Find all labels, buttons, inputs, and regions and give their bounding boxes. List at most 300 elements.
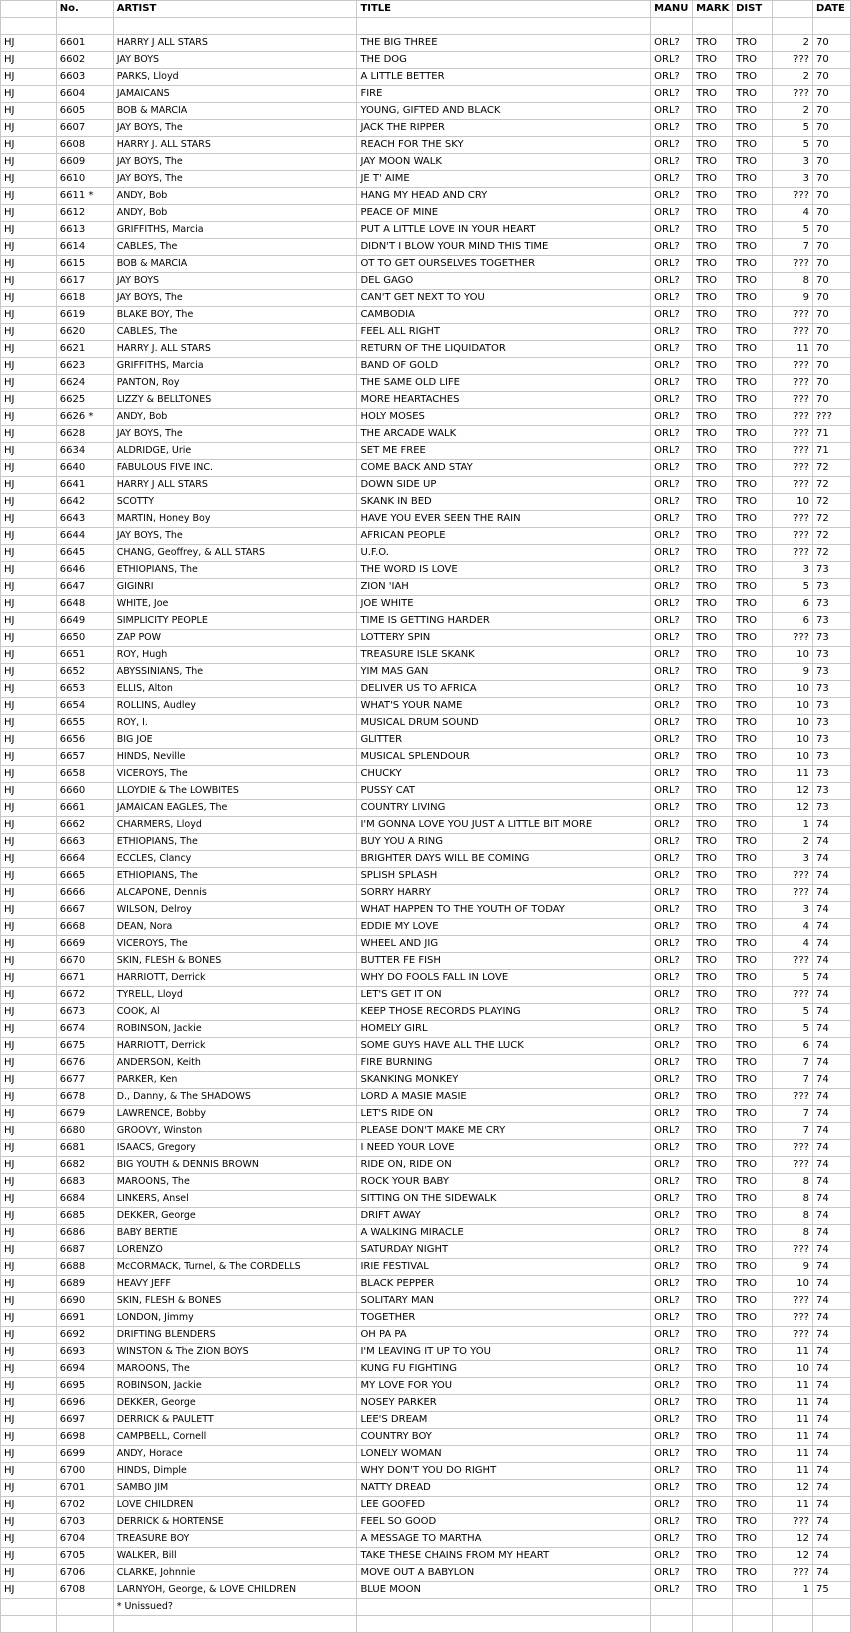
- date-cell: 70: [812, 103, 850, 120]
- number-cell: 6662: [56, 817, 113, 834]
- label-cell: HJ: [1, 222, 57, 239]
- manu-cell: ORL?: [651, 851, 693, 868]
- label-cell: HJ: [1, 1344, 57, 1361]
- table-body: [1, 1, 851, 1633]
- date-cell: 74: [812, 1242, 850, 1259]
- month-cell: 5: [773, 970, 813, 987]
- dist-cell: TRO: [733, 324, 773, 341]
- dist-cell: TRO: [733, 953, 773, 970]
- mark-cell: TRO: [693, 749, 733, 766]
- mark-cell: TRO: [693, 970, 733, 987]
- date-cell: 74: [812, 1480, 850, 1497]
- number-cell: 6697: [56, 1412, 113, 1429]
- dist-cell: TRO: [733, 732, 773, 749]
- month-cell: 10: [773, 1276, 813, 1293]
- dist-cell: TRO: [733, 919, 773, 936]
- title-cell: COUNTRY LIVING: [357, 800, 651, 817]
- month-cell: 3: [773, 562, 813, 579]
- dist-cell: TRO: [733, 69, 773, 86]
- manu-cell: ORL?: [651, 1072, 693, 1089]
- manu-cell: ORL?: [651, 681, 693, 698]
- dist-cell: TRO: [733, 460, 773, 477]
- date-cell: 70: [812, 154, 850, 171]
- label-cell: HJ: [1, 1480, 57, 1497]
- mark-cell: TRO: [693, 171, 733, 188]
- month-cell: ???: [773, 307, 813, 324]
- label-cell: HJ: [1, 1106, 57, 1123]
- table-row: [1, 392, 851, 409]
- manu-cell: ORL?: [651, 392, 693, 409]
- month-cell: 12: [773, 1480, 813, 1497]
- artist-cell: GRIFFITHS, Marcia: [113, 358, 357, 375]
- month-cell: ???: [773, 460, 813, 477]
- header-date-cell: DATE: [812, 1, 850, 18]
- month-cell: 10: [773, 681, 813, 698]
- title-cell: PLEASE DON'T MAKE ME CRY: [357, 1123, 651, 1140]
- artist-cell: ISAACS, Gregory: [113, 1140, 357, 1157]
- artist-cell: LIZZY & BELLTONES: [113, 392, 357, 409]
- manu-cell: ORL?: [651, 562, 693, 579]
- title-cell: CAMBODIA: [357, 307, 651, 324]
- number-cell: 6625: [56, 392, 113, 409]
- month-cell: 9: [773, 664, 813, 681]
- date-cell: 73: [812, 613, 850, 630]
- title-cell: SET ME FREE: [357, 443, 651, 460]
- manu-cell: ORL?: [651, 766, 693, 783]
- label-cell: HJ: [1, 426, 57, 443]
- dist-cell: TRO: [733, 137, 773, 154]
- dist-cell: TRO: [733, 188, 773, 205]
- month-cell: ???: [773, 885, 813, 902]
- footnote-month-cell: [773, 1599, 813, 1616]
- month-cell: 8: [773, 1208, 813, 1225]
- title-cell: JACK THE RIPPER: [357, 120, 651, 137]
- month-cell: 1: [773, 817, 813, 834]
- title-cell: LORD A MASIE MASIE: [357, 1089, 651, 1106]
- date-cell: 73: [812, 647, 850, 664]
- blank-artist-cell: [113, 18, 357, 35]
- month-cell: 11: [773, 1463, 813, 1480]
- mark-cell: TRO: [693, 1038, 733, 1055]
- label-cell: HJ: [1, 1208, 57, 1225]
- date-cell: 70: [812, 52, 850, 69]
- date-cell: 70: [812, 69, 850, 86]
- table-row: [1, 443, 851, 460]
- label-cell: HJ: [1, 324, 57, 341]
- table-row: [1, 290, 851, 307]
- number-cell: 6683: [56, 1174, 113, 1191]
- dist-cell: TRO: [733, 1480, 773, 1497]
- month-cell: 5: [773, 120, 813, 137]
- date-cell: 74: [812, 970, 850, 987]
- dist-cell: TRO: [733, 698, 773, 715]
- table-row: [1, 766, 851, 783]
- manu-cell: ORL?: [651, 409, 693, 426]
- date-cell: 73: [812, 681, 850, 698]
- title-cell: DIDN'T I BLOW YOUR MIND THIS TIME: [357, 239, 651, 256]
- artist-cell: ECCLES, Clancy: [113, 851, 357, 868]
- month-cell: ???: [773, 1565, 813, 1582]
- number-cell: 6706: [56, 1565, 113, 1582]
- mark-cell: TRO: [693, 1191, 733, 1208]
- number-cell: 6641: [56, 477, 113, 494]
- title-cell: HAVE YOU EVER SEEN THE RAIN: [357, 511, 651, 528]
- footnote: * Unissued?: [113, 1599, 357, 1616]
- mark-cell: TRO: [693, 681, 733, 698]
- dist-cell: TRO: [733, 1038, 773, 1055]
- manu-cell: ORL?: [651, 936, 693, 953]
- title-cell: THE BIG THREE: [357, 35, 651, 52]
- manu-cell: ORL?: [651, 919, 693, 936]
- date-cell: 74: [812, 1293, 850, 1310]
- month-cell: 4: [773, 205, 813, 222]
- artist-cell: PANTON, Roy: [113, 375, 357, 392]
- table-row: [1, 69, 851, 86]
- label-cell: HJ: [1, 545, 57, 562]
- label-cell: HJ: [1, 885, 57, 902]
- label-cell: HJ: [1, 851, 57, 868]
- manu-cell: ORL?: [651, 1582, 693, 1599]
- title-cell: HOMELY GIRL: [357, 1021, 651, 1038]
- label-cell: HJ: [1, 409, 57, 426]
- number-cell: 6673: [56, 1004, 113, 1021]
- table-row: [1, 987, 851, 1004]
- table-row: [1, 919, 851, 936]
- table-row: [1, 1344, 851, 1361]
- dist-cell: TRO: [733, 426, 773, 443]
- date-cell: 72: [812, 494, 850, 511]
- footnote-date-cell: [812, 1599, 850, 1616]
- title-cell: I'M LEAVING IT UP TO YOU: [357, 1344, 651, 1361]
- table-row: [1, 154, 851, 171]
- label-cell: HJ: [1, 35, 57, 52]
- blank-dist-cell: [733, 18, 773, 35]
- artist-cell: LAWRENCE, Bobby: [113, 1106, 357, 1123]
- number-cell: 6624: [56, 375, 113, 392]
- mark-cell: TRO: [693, 715, 733, 732]
- date-cell: 74: [812, 1123, 850, 1140]
- artist-cell: VICEROYS, The: [113, 936, 357, 953]
- table-row: [1, 885, 851, 902]
- table-row: [1, 273, 851, 290]
- artist-cell: BOB & MARCIA: [113, 256, 357, 273]
- manu-cell: ORL?: [651, 477, 693, 494]
- label-cell: HJ: [1, 919, 57, 936]
- number-cell: 6655: [56, 715, 113, 732]
- number-cell: 6601: [56, 35, 113, 52]
- month-cell: 8: [773, 273, 813, 290]
- month-cell: 11: [773, 1378, 813, 1395]
- label-cell: HJ: [1, 953, 57, 970]
- table-row: [1, 1480, 851, 1497]
- dist-cell: TRO: [733, 749, 773, 766]
- date-cell: 73: [812, 783, 850, 800]
- table-row: [1, 171, 851, 188]
- label-cell: HJ: [1, 1191, 57, 1208]
- manu-cell: ORL?: [651, 970, 693, 987]
- date-cell: 70: [812, 188, 850, 205]
- month-cell: ???: [773, 86, 813, 103]
- artist-cell: ROBINSON, Jackie: [113, 1378, 357, 1395]
- month-cell: 6: [773, 596, 813, 613]
- label-cell: HJ: [1, 1548, 57, 1565]
- dist-cell: TRO: [733, 120, 773, 137]
- label-cell: HJ: [1, 1276, 57, 1293]
- mark-cell: TRO: [693, 545, 733, 562]
- footnote-mark-cell: [693, 1599, 733, 1616]
- month-cell: ???: [773, 545, 813, 562]
- number-cell: 6621: [56, 341, 113, 358]
- number-cell: 6679: [56, 1106, 113, 1123]
- title-cell: COME BACK AND STAY: [357, 460, 651, 477]
- mark-cell: TRO: [693, 239, 733, 256]
- number-cell: 6672: [56, 987, 113, 1004]
- date-cell: 73: [812, 766, 850, 783]
- artist-cell: ETHIOPIANS, The: [113, 834, 357, 851]
- month-cell: ???: [773, 1157, 813, 1174]
- blank-dist-cell: [733, 1616, 773, 1633]
- artist-cell: ROY, I.: [113, 715, 357, 732]
- label-cell: HJ: [1, 290, 57, 307]
- manu-cell: ORL?: [651, 290, 693, 307]
- month-cell: 3: [773, 171, 813, 188]
- number-cell: 6609: [56, 154, 113, 171]
- manu-cell: ORL?: [651, 460, 693, 477]
- dist-cell: TRO: [733, 511, 773, 528]
- label-cell: HJ: [1, 664, 57, 681]
- title-cell: LEE'S DREAM: [357, 1412, 651, 1429]
- manu-cell: ORL?: [651, 1463, 693, 1480]
- dist-cell: TRO: [733, 86, 773, 103]
- mark-cell: TRO: [693, 1004, 733, 1021]
- mark-cell: TRO: [693, 1514, 733, 1531]
- date-cell: 70: [812, 35, 850, 52]
- artist-cell: LLOYDIE & The LOWBITES: [113, 783, 357, 800]
- label-cell: HJ: [1, 188, 57, 205]
- dist-cell: TRO: [733, 35, 773, 52]
- label-cell: HJ: [1, 987, 57, 1004]
- dist-cell: TRO: [733, 443, 773, 460]
- number-cell: 6605: [56, 103, 113, 120]
- month-cell: ???: [773, 1310, 813, 1327]
- manu-cell: ORL?: [651, 1208, 693, 1225]
- title-cell: SITTING ON THE SIDEWALK: [357, 1191, 651, 1208]
- label-cell: HJ: [1, 749, 57, 766]
- title-cell: FIRE: [357, 86, 651, 103]
- mark-cell: TRO: [693, 52, 733, 69]
- title-cell: FEEL SO GOOD: [357, 1514, 651, 1531]
- title-cell: JAY MOON WALK: [357, 154, 651, 171]
- number-cell: 6687: [56, 1242, 113, 1259]
- title-cell: WHAT'S YOUR NAME: [357, 698, 651, 715]
- date-cell: 74: [812, 936, 850, 953]
- mark-cell: TRO: [693, 1480, 733, 1497]
- blank-mark-cell: [693, 18, 733, 35]
- header-label-cell: [1, 1, 57, 18]
- mark-cell: TRO: [693, 834, 733, 851]
- month-cell: ???: [773, 1089, 813, 1106]
- manu-cell: ORL?: [651, 1140, 693, 1157]
- number-cell: 6602: [56, 52, 113, 69]
- number-cell: 6660: [56, 783, 113, 800]
- artist-cell: HARRIOTT, Derrick: [113, 970, 357, 987]
- number-cell: 6612: [56, 205, 113, 222]
- label-cell: HJ: [1, 477, 57, 494]
- artist-cell: ABYSSINIANS, The: [113, 664, 357, 681]
- dist-cell: TRO: [733, 358, 773, 375]
- date-cell: 74: [812, 834, 850, 851]
- date-cell: 74: [812, 1463, 850, 1480]
- artist-cell: TREASURE BOY: [113, 1531, 357, 1548]
- mark-cell: TRO: [693, 1089, 733, 1106]
- header-manu-cell: MANU: [651, 1, 693, 18]
- month-cell: 3: [773, 154, 813, 171]
- header-row: [1, 1, 851, 18]
- date-cell: 74: [812, 1174, 850, 1191]
- label-cell: HJ: [1, 375, 57, 392]
- month-cell: ???: [773, 324, 813, 341]
- manu-cell: ORL?: [651, 1531, 693, 1548]
- label-cell: HJ: [1, 1378, 57, 1395]
- table-row: [1, 613, 851, 630]
- manu-cell: ORL?: [651, 613, 693, 630]
- number-cell: 6688: [56, 1259, 113, 1276]
- dist-cell: TRO: [733, 1514, 773, 1531]
- title-cell: IRIE FESTIVAL: [357, 1259, 651, 1276]
- manu-cell: ORL?: [651, 749, 693, 766]
- artist-cell: WILSON, Delroy: [113, 902, 357, 919]
- artist-cell: PARKS, Lloyd: [113, 69, 357, 86]
- artist-cell: HARRIOTT, Derrick: [113, 1038, 357, 1055]
- number-cell: 6677: [56, 1072, 113, 1089]
- title-cell: TOGETHER: [357, 1310, 651, 1327]
- blank-number-cell: [56, 1616, 113, 1633]
- month-cell: 9: [773, 1259, 813, 1276]
- title-cell: THE ARCADE WALK: [357, 426, 651, 443]
- dist-cell: TRO: [733, 1072, 773, 1089]
- table-row: [1, 1412, 851, 1429]
- dist-cell: TRO: [733, 1225, 773, 1242]
- table-row: [1, 868, 851, 885]
- month-cell: 10: [773, 715, 813, 732]
- month-cell: ???: [773, 477, 813, 494]
- date-cell: 74: [812, 1225, 850, 1242]
- title-cell: LOTTERY SPIN: [357, 630, 651, 647]
- number-cell: 6650: [56, 630, 113, 647]
- number-cell: 6619: [56, 307, 113, 324]
- date-cell: 73: [812, 596, 850, 613]
- label-cell: HJ: [1, 579, 57, 596]
- month-cell: 11: [773, 341, 813, 358]
- label-cell: HJ: [1, 868, 57, 885]
- artist-cell: ETHIOPIANS, The: [113, 868, 357, 885]
- date-cell: 74: [812, 885, 850, 902]
- number-cell: 6661: [56, 800, 113, 817]
- number-cell: 6699: [56, 1446, 113, 1463]
- blank-month-cell: [773, 18, 813, 35]
- mark-cell: TRO: [693, 1344, 733, 1361]
- number-cell: 6613: [56, 222, 113, 239]
- mark-cell: TRO: [693, 1140, 733, 1157]
- label-cell: HJ: [1, 1072, 57, 1089]
- table-row: [1, 511, 851, 528]
- dist-cell: TRO: [733, 1242, 773, 1259]
- artist-cell: JAY BOYS, The: [113, 426, 357, 443]
- dist-cell: TRO: [733, 477, 773, 494]
- label-cell: HJ: [1, 936, 57, 953]
- manu-cell: ORL?: [651, 1361, 693, 1378]
- dist-cell: TRO: [733, 664, 773, 681]
- table-row: [1, 1327, 851, 1344]
- mark-cell: TRO: [693, 613, 733, 630]
- number-cell: 6626 *: [56, 409, 113, 426]
- footnote-manu-cell: [651, 1599, 693, 1616]
- date-cell: 74: [812, 851, 850, 868]
- dist-cell: TRO: [733, 392, 773, 409]
- manu-cell: ORL?: [651, 69, 693, 86]
- artist-cell: LARNYOH, George, & LOVE CHILDREN: [113, 1582, 357, 1599]
- table-row: [1, 851, 851, 868]
- blank-date-cell: [812, 18, 850, 35]
- dist-cell: TRO: [733, 103, 773, 120]
- table-row: [1, 137, 851, 154]
- table-row: [1, 1038, 851, 1055]
- label-cell: HJ: [1, 205, 57, 222]
- number-cell: 6658: [56, 766, 113, 783]
- number-cell: 6653: [56, 681, 113, 698]
- label-cell: HJ: [1, 256, 57, 273]
- manu-cell: ORL?: [651, 596, 693, 613]
- dist-cell: TRO: [733, 851, 773, 868]
- artist-cell: ANDY, Horace: [113, 1446, 357, 1463]
- title-cell: COUNTRY BOY: [357, 1429, 651, 1446]
- title-cell: BUTTER FE FISH: [357, 953, 651, 970]
- date-cell: 74: [812, 1531, 850, 1548]
- date-cell: 70: [812, 324, 850, 341]
- label-cell: HJ: [1, 766, 57, 783]
- number-cell: 6644: [56, 528, 113, 545]
- table-row: [1, 1514, 851, 1531]
- blank-label-cell: [1, 1616, 57, 1633]
- mark-cell: TRO: [693, 256, 733, 273]
- date-cell: 73: [812, 800, 850, 817]
- manu-cell: ORL?: [651, 630, 693, 647]
- blank-mark-cell: [693, 1616, 733, 1633]
- manu-cell: ORL?: [651, 987, 693, 1004]
- table-row: [1, 256, 851, 273]
- manu-cell: ORL?: [651, 1276, 693, 1293]
- table-row: [1, 596, 851, 613]
- month-cell: ???: [773, 1514, 813, 1531]
- dist-cell: TRO: [733, 273, 773, 290]
- manu-cell: ORL?: [651, 171, 693, 188]
- number-cell: 6675: [56, 1038, 113, 1055]
- date-cell: 74: [812, 1310, 850, 1327]
- title-cell: LEE GOOFED: [357, 1497, 651, 1514]
- number-cell: 6702: [56, 1497, 113, 1514]
- manu-cell: ORL?: [651, 1123, 693, 1140]
- month-cell: 5: [773, 137, 813, 154]
- dist-cell: TRO: [733, 1531, 773, 1548]
- manu-cell: ORL?: [651, 358, 693, 375]
- label-cell: HJ: [1, 1038, 57, 1055]
- label-cell: HJ: [1, 732, 57, 749]
- mark-cell: TRO: [693, 664, 733, 681]
- title-cell: HANG MY HEAD AND CRY: [357, 188, 651, 205]
- date-cell: 72: [812, 511, 850, 528]
- artist-cell: CABLES, The: [113, 324, 357, 341]
- label-cell: HJ: [1, 1412, 57, 1429]
